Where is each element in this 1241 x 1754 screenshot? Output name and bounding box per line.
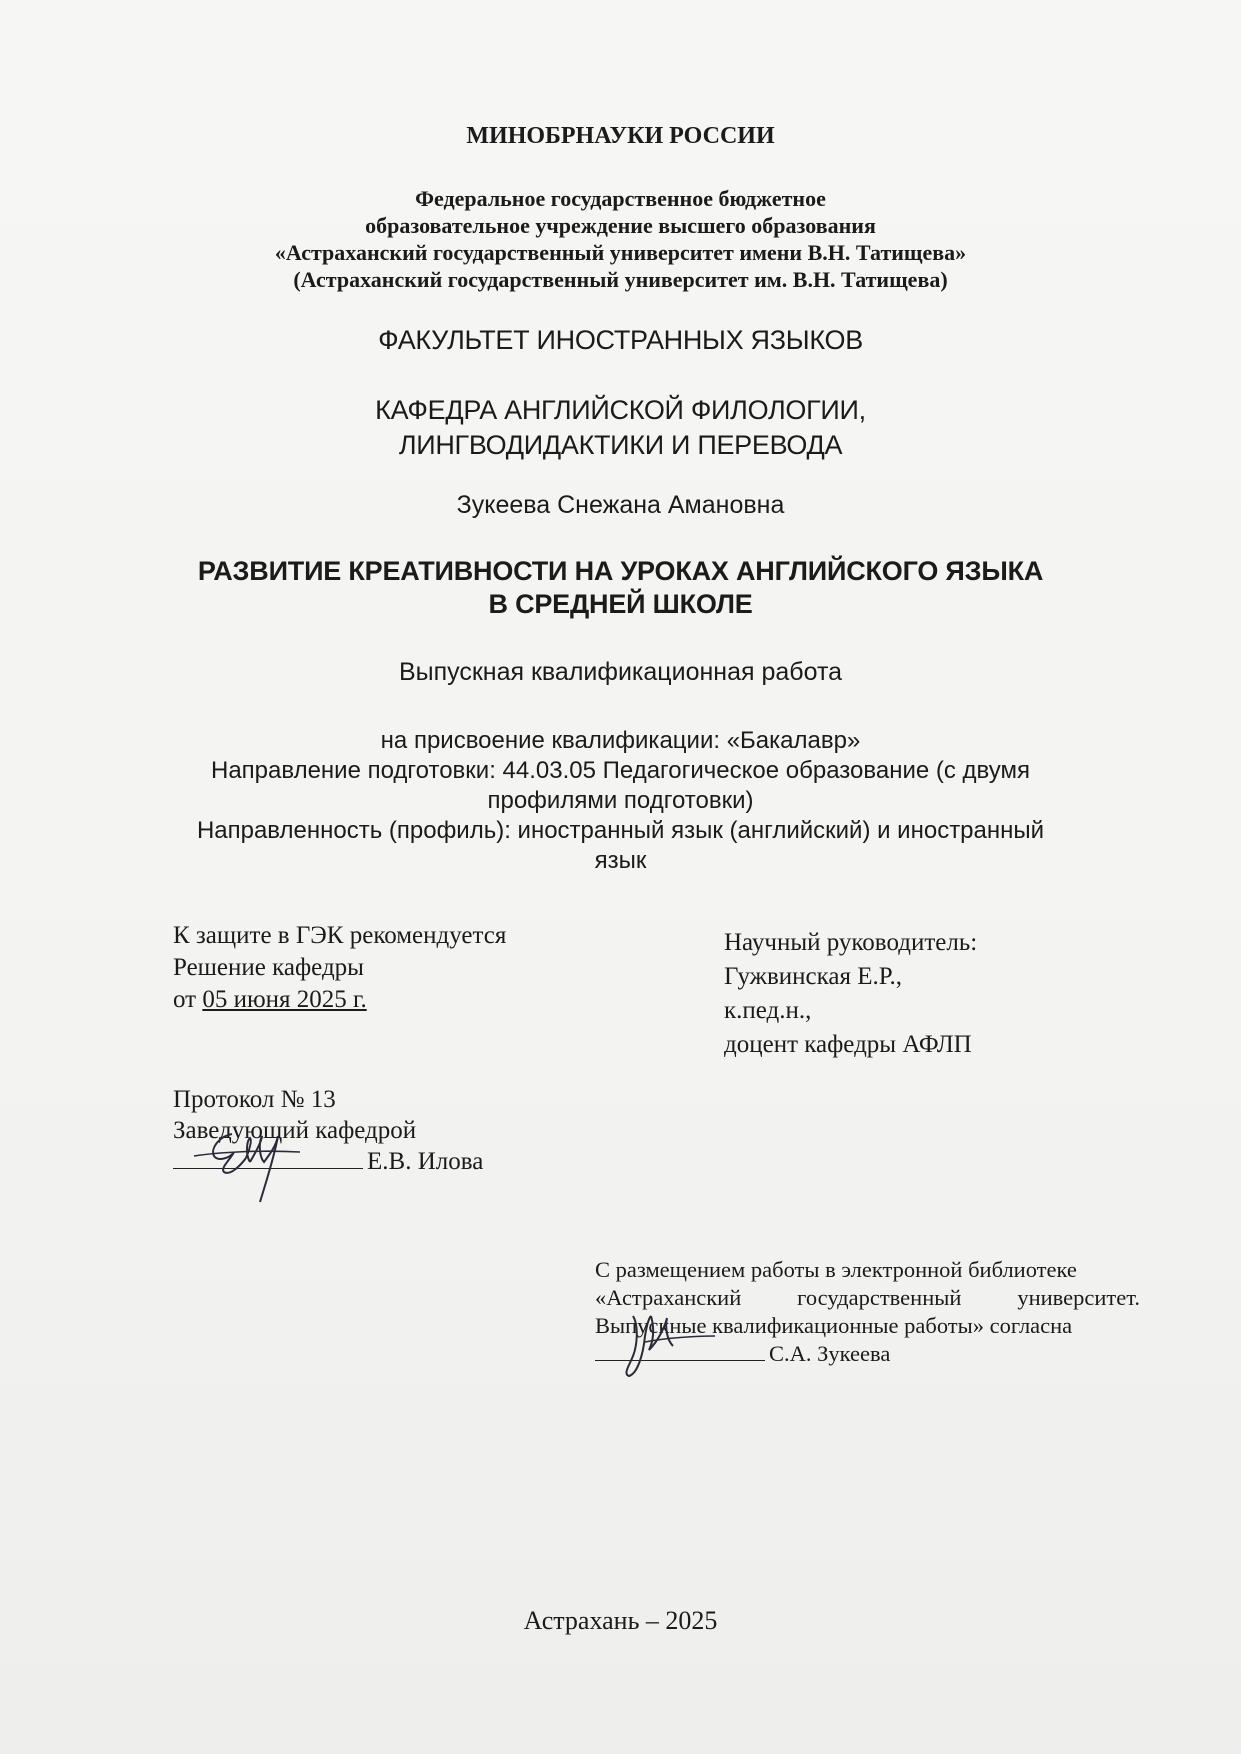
department-decision-line: Решение кафедры [173, 954, 364, 981]
supervisor-label: Научный руководитель: [724, 929, 978, 956]
decision-date-line [173, 984, 506, 1016]
thesis-title-line: РАЗВИТИЕ КРЕАТИВНОСТИ НА УРОКАХ АНГЛИЙСКОГО ЯЗЫКА [197, 556, 1044, 586]
student-name: Зукеева Снежана Амановна [456, 491, 785, 519]
city-year: Астрахань – 2025 [523, 1606, 718, 1635]
department-block [0, 393, 1241, 463]
supervisor-position: доцент кафедры АФЛП [724, 1031, 972, 1058]
institution-line: «Астраханский государственный университет имени В.Н. Татищева» [274, 240, 967, 265]
qualification-block [0, 726, 1241, 876]
supervisor-name: Гужвинская Е.Р., [724, 963, 903, 990]
head-name: Е.В. Илова [367, 1148, 484, 1175]
date-prefix: от [173, 986, 203, 1013]
institution-line: образовательное учреждение высшего образования [365, 213, 876, 238]
defense-line: К защите в ГЭК рекомендуется [173, 922, 507, 949]
qualification-line: на присвоение квалификации: «Бакалавр» [380, 727, 861, 754]
head-signature [190, 1118, 310, 1208]
supervisor-degree: к.пед.н., [724, 997, 812, 1024]
institution-block [0, 185, 1241, 293]
work-type: Выпускная квалификационная работа [398, 658, 843, 686]
protocol-number: Протокол № 13 [173, 1086, 336, 1113]
head-of-department-label: Заведующий кафедрой [173, 1117, 417, 1144]
consent-line: Выпускные квалификационные работы» согласна [595, 1313, 1073, 1338]
ministry-name: МИНОБРНАУКИ РОССИИ [466, 123, 775, 149]
supervisor-block [724, 926, 977, 1062]
department-line: КАФЕДРА АНГЛИЙСКОЙ ФИЛОЛОГИИ, [375, 395, 866, 425]
training-direction-line: профилями подготовки) [487, 787, 754, 814]
thesis-title [0, 555, 1241, 621]
student-signer-name: С.А. Зукеева [769, 1341, 891, 1366]
profile-line: язык [594, 847, 647, 874]
student-signature [615, 1296, 725, 1396]
institution-line: (Астраханский государственный университет им. В.Н. Татищева) [293, 267, 948, 292]
consent-line: «Астраханский государственный университет. [595, 1285, 1140, 1310]
institution-line: Федеральное государственное бюджетное [415, 186, 826, 211]
thesis-title-line: В СРЕДНЕЙ ШКОЛЕ [488, 589, 753, 619]
profile-line: Направленность (профиль): иностранный язык (английский) и иностранный [196, 817, 1045, 844]
training-direction-line: Направление подготовки: 44.03.05 Педагогическое образование (с двумя [211, 757, 1030, 784]
department-line: ЛИНГВОДИДАКТИКИ И ПЕРЕВОДА [398, 430, 843, 460]
defense-recommendation [173, 920, 506, 1016]
decision-date: 05 июня 2025 г. [202, 986, 367, 1013]
consent-line: С размещением работы в электронной библиотеке [595, 1257, 1077, 1282]
faculty-name: ФАКУЛЬТЕТ ИНОСТРАННЫХ ЯЗЫКОВ [378, 325, 863, 355]
